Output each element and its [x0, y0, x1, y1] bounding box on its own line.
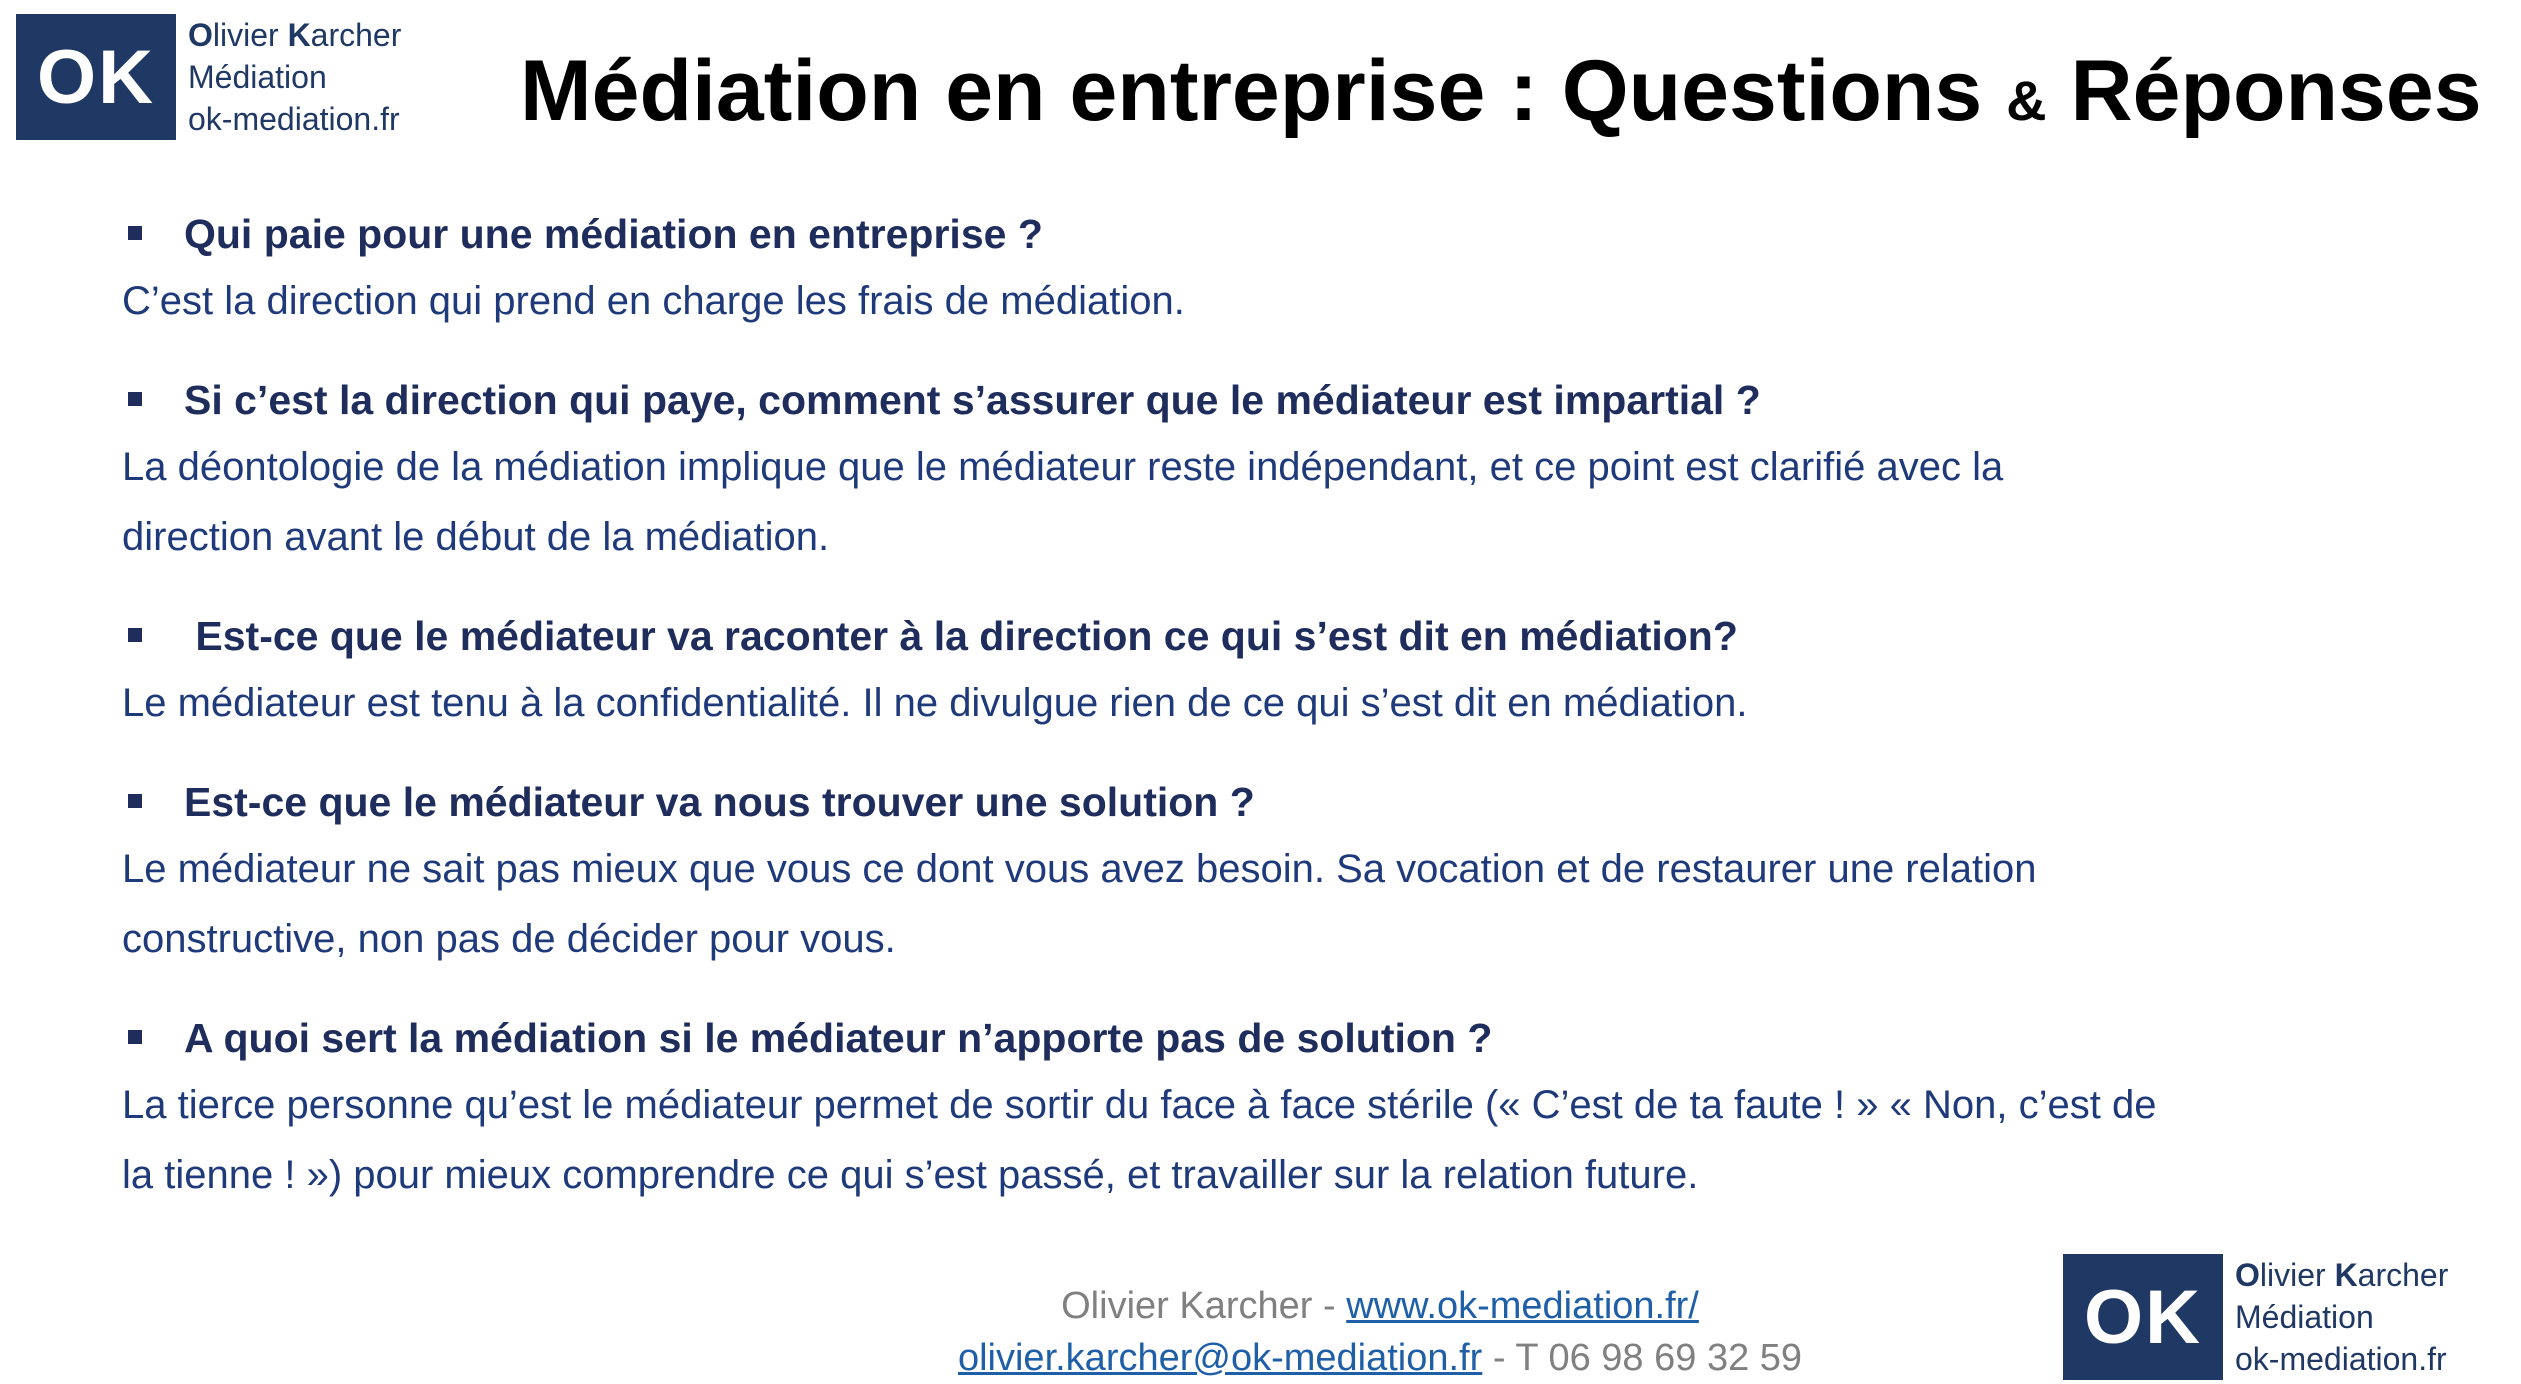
footer-contact	[700, 1280, 2060, 1384]
question: Si c’est la direction qui paye, comment s’assurer que le médiateur est impartial ?	[122, 368, 2422, 432]
qa-item	[122, 202, 2422, 336]
question: Qui paie pour une médiation en entreprise ?	[122, 202, 2422, 266]
footer-line-1	[700, 1280, 2060, 1332]
answer-line: Le médiateur ne sait pas mieux que vous ce dont vous avez besoin. Sa vocation et de restaurer une relation	[122, 847, 2037, 891]
logo-domain: ok-mediation.fr	[2235, 1341, 2447, 1377]
logo-bottom	[2063, 1254, 2448, 1380]
square-bullet-icon	[128, 392, 142, 406]
qa-item	[122, 770, 2422, 974]
footer-phone: - T 06 98 69 32 59	[1482, 1337, 1803, 1379]
website-link[interactable]: www.ok-mediation.fr/	[1346, 1285, 1699, 1327]
square-bullet-icon	[128, 628, 142, 642]
logo-author: Olivier Karcher	[2235, 1257, 2449, 1293]
answer-line: La tierce personne qu’est le médiateur permet de sortir du face à face stérile (« C’est de ta faute ! » « Non, c’est de	[122, 1083, 2157, 1127]
square-bullet-icon	[128, 226, 142, 240]
answer-line: la tienne ! ») pour mieux comprendre ce qui s’est passé, et travailler sur la relation future.	[122, 1153, 1699, 1197]
question: Est-ce que le médiateur va raconter à la direction ce qui s’est dit en médiation?	[122, 604, 2422, 668]
square-bullet-icon	[128, 1030, 142, 1044]
qa-item	[122, 368, 2422, 572]
answer-line: direction avant le début de la médiation.	[122, 515, 830, 559]
question: A quoi sert la médiation si le médiateur n’apporte pas de solution ?	[122, 1006, 2422, 1070]
logo-author: Olivier Karcher	[188, 17, 402, 53]
qa-list	[122, 202, 2422, 1242]
answer-line: constructive, non pas de décider pour vous.	[122, 917, 896, 961]
logo-text	[188, 14, 401, 140]
logo-domain: ok-mediation.fr	[188, 101, 400, 137]
ok-logo-mark: OK	[2063, 1254, 2223, 1380]
page-title: Médiation en entreprise : Questions & Réponses	[520, 43, 2482, 139]
question: Est-ce que le médiateur va nous trouver une solution ?	[122, 770, 2422, 834]
answer-line: C’est la direction qui prend en charge les frais de médiation.	[122, 279, 1185, 323]
square-bullet-icon	[128, 794, 142, 808]
logo-top	[16, 14, 401, 140]
qa-item	[122, 1006, 2422, 1210]
logo-subtitle: Médiation	[188, 59, 327, 95]
answer-line: La déontologie de la médiation implique que le médiateur reste indépendant, et ce point est clarifié avec la	[122, 445, 2004, 489]
logo-subtitle: Médiation	[2235, 1299, 2374, 1335]
ok-logo-mark: OK	[16, 14, 176, 140]
email-link[interactable]: olivier.karcher@ok-mediation.fr	[957, 1337, 1483, 1379]
qa-item	[122, 604, 2422, 738]
answer-line: Le médiateur est tenu à la confidentialité. Il ne divulgue rien de ce qui s’est dit en médiation.	[122, 681, 1748, 725]
logo-text	[2235, 1254, 2448, 1380]
footer-line-2	[700, 1332, 2060, 1384]
footer-name: Olivier Karcher -	[1061, 1285, 1347, 1327]
